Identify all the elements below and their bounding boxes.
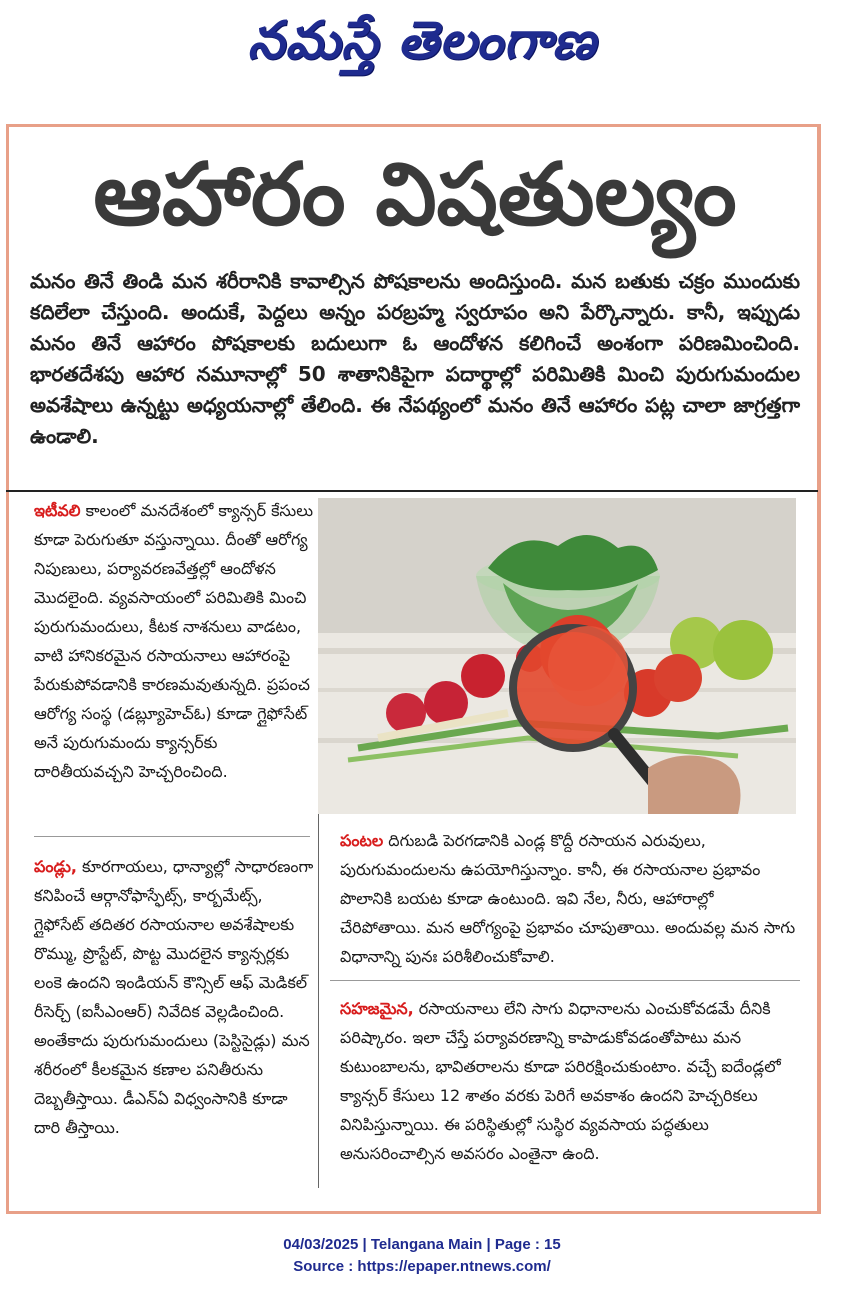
- right-column-divider: [330, 980, 800, 981]
- masthead-logo: నమస్తే తెలంగాణ: [247, 11, 597, 71]
- left-para1-lead: ఇటీవలి: [34, 501, 81, 520]
- right-column-para1: [340, 826, 796, 966]
- article-photo: [318, 498, 796, 814]
- left-column-para1: [34, 496, 316, 826]
- right-para1-text: దిగుబడి పెరగడానికి ఎండ్ల కొద్దీ రసాయన ఎరువులు, పురుగుమందులను ఉపయోగిస్తున్నాం. కానీ, ఈ రసాయనాల ప్రభావం పొలానికి బయట కూడా ఉంటుంది. ఇవి నేల, నీరు, ఆహారాల్లో చేరిపోతాయి. మన ఆరోగ్యంపై ప్రభావం చూపుతాయి. అందువల్ల మన సాగు విధానాన్ని పునః పరిశీలించుకోవాలి.: [340, 831, 796, 966]
- left-para1: [34, 496, 316, 786]
- tomatoes-magnifier-illustration: [318, 498, 796, 814]
- right-para2-lead: సహజమైన,: [340, 999, 414, 1018]
- article-intro: [30, 266, 800, 486]
- article-headline: ఆహారం విషతుల్యం: [93, 145, 737, 245]
- right-para2-text: రసాయనాలు లేని సాగు విధానాలను ఎంచుకోవడమే దీనికి పరిష్కారం. ఇలా చేస్తే పర్యావరణాన్ని కాపాడుకోవడంతోపాటు మన కుటుంబాలను, భావితరాలను కూడా పరిరక్షించుకుంటాం. వచ్చే ఐదేండ్లలో క్యాన్సర్ కేసులు 12 శాతం వరకు పెరిగే అవకాశం ఉందని హెచ్చరికలు వినిపిస్తున్నాయి. ఈ పరిస్థితుల్లో సుస్థిర వ్యవసాయ పద్ధతులు అనుసరించాల్సిన అవసరం ఎంతైనా ఉంది.: [340, 999, 781, 1163]
- left-column-para2: [34, 852, 316, 1192]
- masthead: [0, 6, 844, 76]
- left-column-divider: [34, 836, 310, 837]
- right-para1: [340, 826, 796, 971]
- page-footer: [0, 1234, 844, 1278]
- right-para2: [340, 994, 796, 1168]
- left-para2-text: కూరగాయలు, ధాన్యాల్లో సాధారణంగా కనిపించే ఆర్గానోఫాస్ఫేట్స్, కార్బమేట్స్, గ్లైఫోసేట్ తదితర రసాయనాల అవశేషాలకు రొమ్ము, ప్రొస్టేట్, పొట్ట మొదలైన క్యాన్సర్లకు లంకె ఉందని ఇండియన్ కౌన్సిల్ ఆఫ్ మెడికల్ రీసెర్చ్ (ఐసీఎంఆర్) నివేదిక వెల్లడించింది. అంతేకాదు పురుగుమందులు (పెస్టిసైడ్లు) మన శరీరంలో కీలకమైన కణాల పనితీరును దెబ్బతీస్తాయి. డీఎన్ఏ విధ్వంసానికి కూడా దారి తీస్తాయి.: [34, 857, 314, 1137]
- right-para1-lead: పంటల: [340, 831, 384, 850]
- intro-text: మనం తినే తిండి మన శరీరానికి కావాల్సిన పోషకాలను అందిస్తుంది. మన బతుకు చక్రం ముందుకు కదిలేలా చేస్తుంది. అందుకే, పెద్దలు అన్నం పరబ్రహ్మ స్వరూపం అని పేర్కొన్నారు. కానీ, ఇప్పుడు మనం తినే ఆహారం పోషకాలకు బదులుగా ఓ ఆందోళన కలిగించే అంశంగా పరిణమించింది. భారతదేశపు ఆహార నమూనాల్లో 50 శాతానికిపైగా పదార్థాల్లో పరిమితికి మించి పురుగుమందుల అవశేషాలు ఉన్నట్టు అధ్యయనాల్లో తేలింది. ఈ నేపథ్యంలో మనం తినే ఆహారం పట్ల చాలా జాగ్రత్తగా ఉండాలి.: [30, 269, 800, 448]
- footer-source-link[interactable]: Source : https://epaper.ntnews.com/: [293, 1258, 551, 1275]
- intro-divider: [6, 490, 818, 492]
- left-para1-text: కాలంలో మనదేశంలో క్యాన్సర్ కేసులు కూడా పెరుగుతూ వస్తున్నాయి. దీంతో ఆరోగ్య నిపుణులు, పర్యావరణవేత్తల్లో ఆందోళన మొదలైంది. వ్యవసాయంలో పరిమితికి మించి పురుగుమందులు, కీటక నాశనులు వాడటం, వాటి హానికరమైన రసాయనాలు ఆహారంపై పేరుకుపోవడానికి కారణమవుతున్నది. ప్రపంచ ఆరోగ్య సంస్థ (డబ్ల్యూహెచ్ఓ) కూడా గ్లైఫోసేట్ అనే పురుగుమందు క్యాన్సర్‌కు దారితీయవచ్చని హెచ్చరించింది.: [34, 501, 314, 781]
- left-para2: [34, 852, 316, 1142]
- footer-edition-info: 04/03/2025 | Telangana Main | Page : 15: [283, 1236, 561, 1253]
- left-para2-lead: పండ్లు,: [34, 857, 77, 876]
- right-column-para2: [340, 994, 796, 1194]
